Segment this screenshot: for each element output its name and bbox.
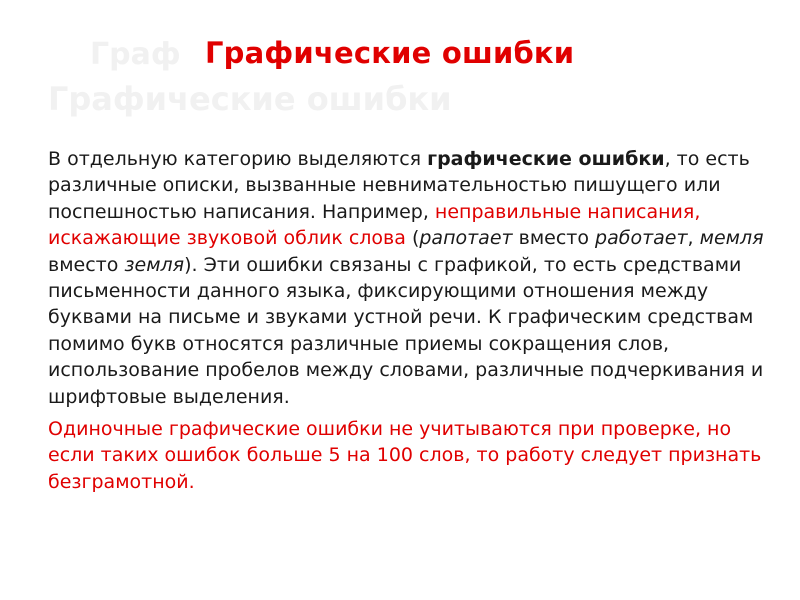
term-graphic-errors: графические ошибки — [427, 148, 665, 170]
instead-1: вместо — [512, 227, 596, 250]
paragraph-main — [48, 146, 768, 410]
paragraph-rule: Одиночные графические ошибки не учитываются при проверке, но если таких ошибок больше 5 на 100 слов, то работу следует признать безграмотной. — [48, 418, 762, 493]
example-wrong-2: мемля — [699, 227, 764, 250]
paren-open: ( — [405, 227, 420, 250]
example-right-2: земля — [124, 253, 185, 276]
ghost-title-full: Графические ошибки — [48, 80, 452, 118]
example-wrong-1: рапотает — [419, 227, 513, 250]
paragraph-intro: В отдельную категорию выделяются — [48, 148, 428, 170]
slide-title: Графические ошибки — [205, 36, 575, 70]
comma-separator: , — [687, 227, 700, 250]
paragraph-after-term: , то есть различные описки, вызванные невнимательностью пишущего или поспешностью написания. Например, — [48, 148, 750, 223]
highlight-text: неправильные написания, искажающие звуковой облик слова — [48, 200, 701, 250]
instead-2: вместо — [48, 253, 125, 276]
slide-content — [48, 146, 768, 495]
ghost-title-short: Граф — [90, 37, 181, 72]
paragraph-rest: ). Эти ошибки связаны с графикой, то есть средствами письменности данного языка, фиксирующими отношения между буквами на письме и звуками устной речи. К графическим средствам помимо букв относятся различные приемы сокращения слов, использование пробелов между словами, различные подчеркивания и шрифтовые выделения. — [48, 253, 764, 408]
example-right-1: работает — [595, 227, 688, 250]
